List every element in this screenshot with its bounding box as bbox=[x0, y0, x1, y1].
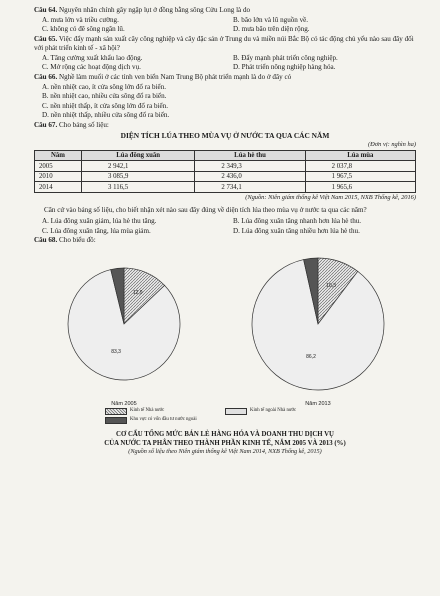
header-year: Năm bbox=[35, 150, 82, 161]
cell-value: 3 116,5 bbox=[82, 182, 195, 193]
question-65-options-row-2 bbox=[34, 63, 416, 73]
legend-item-nonstate bbox=[225, 408, 345, 415]
option-d[interactable]: D. Phát triển nông nghiệp hàng hóa. bbox=[233, 63, 336, 72]
pie-value-label: 10,3 bbox=[326, 283, 336, 290]
legend-label: Kinh tế ngoài Nhà nước bbox=[250, 408, 297, 414]
question-number: Câu 66. bbox=[34, 72, 58, 81]
question-64-options-row-2 bbox=[34, 25, 416, 35]
legend-item-fdi bbox=[105, 417, 225, 424]
option-b[interactable]: B. Đẩy mạnh phát triển công nghiệp. bbox=[233, 53, 338, 62]
option-c[interactable]: C. không có đê sông ngăn lũ. bbox=[42, 25, 125, 34]
cell-value: 2 942,1 bbox=[82, 161, 195, 172]
option-a[interactable]: A. Tăng cường xuất khẩu lao động. bbox=[42, 53, 143, 62]
option-a[interactable]: A. nền nhiệt cao, ít cửa sông lớn đổ ra biển. bbox=[42, 82, 167, 91]
header-summer-autumn: Lúa hè thu bbox=[195, 150, 305, 161]
question-67-options-row-2 bbox=[34, 227, 416, 237]
question-text: Nguyên nhân chính gây ngập lụt ở đồng bằng sông Cửu Long là do bbox=[59, 6, 251, 14]
question-65-options-row-1 bbox=[34, 54, 416, 64]
option-b[interactable]: B. nền nhiệt cao, nhiều cửa sông đổ ra biển. bbox=[42, 92, 167, 101]
pie-chart-svg bbox=[34, 248, 416, 408]
option-c[interactable]: C. nền nhiệt thấp, ít cửa sông lớn đổ ra biển. bbox=[42, 101, 168, 110]
question-number: Câu 68. bbox=[34, 236, 58, 245]
question-66-stem bbox=[34, 73, 416, 83]
option-b[interactable]: B. bão lớn và lũ nguồn về. bbox=[233, 15, 309, 24]
cell-value: 2 734,1 bbox=[195, 182, 305, 193]
header-main-season: Lúa mùa bbox=[305, 150, 415, 161]
cell-value: 2 349,3 bbox=[195, 161, 305, 172]
legend-swatch bbox=[105, 417, 127, 424]
option-d[interactable]: D. nền nhiệt thấp, nhiều cửa sông đổ ra biển. bbox=[42, 111, 170, 120]
table-header-row bbox=[35, 150, 416, 161]
chart-title-line-1: CƠ CẤU TỔNG MỨC BÁN LẺ HÀNG HÓA VÀ DOANH THU DỊCH VỤ bbox=[116, 430, 334, 438]
pie-value-label: 86,2 bbox=[306, 354, 316, 361]
legend-swatch bbox=[105, 408, 127, 415]
cell-value: 2 037,8 bbox=[305, 161, 415, 172]
question-65-stem bbox=[34, 35, 416, 54]
option-d[interactable]: D. Lúa đông xuân tăng nhiều hơn lúa hè thu. bbox=[233, 226, 360, 235]
question-64-options-row-1 bbox=[34, 16, 416, 26]
legend-label: Kinh tế Nhà nước bbox=[130, 408, 165, 414]
pie-year-label: Năm 2005 bbox=[111, 400, 137, 407]
table-unit: (Đơn vị: nghìn ha) bbox=[368, 141, 416, 149]
table-title: DIỆN TÍCH LÚA THEO MÙA VỤ Ở NƯỚC TA QUA CÁC NĂM bbox=[120, 131, 330, 141]
legend-item-state bbox=[105, 408, 225, 415]
cell-value: 1 967,5 bbox=[305, 171, 415, 182]
cell-value: 2 436,0 bbox=[195, 171, 305, 182]
pie-value-label: 12,9 bbox=[132, 289, 143, 296]
question-68-stem bbox=[34, 236, 416, 246]
legend-swatch bbox=[225, 408, 247, 415]
question-text: Việc đẩy mạnh sản xuất cây công nghiệp và cây đặc sản ở Trung du và miền núi Bắc Bộ có tác động chủ yếu nào sau đây đối với phát triển kinh tế - xã hội? bbox=[34, 34, 414, 53]
question-text: Cho bảng số liệu: bbox=[59, 120, 109, 129]
chart-title-line-2: CỦA NƯỚC TA PHÂN THEO THÀNH PHẦN KINH TẾ, NĂM 2005 VÀ 2013 (%) bbox=[104, 440, 346, 447]
option-d[interactable]: D. mưa bão trên diện rộng. bbox=[233, 25, 310, 34]
chart-legend bbox=[105, 408, 345, 426]
cell-year: 2010 bbox=[35, 171, 82, 182]
header-winter-spring: Lúa đông xuân bbox=[82, 150, 195, 161]
pie-value-label: 83,3 bbox=[111, 348, 121, 355]
pie-year-label: Năm 2013 bbox=[305, 400, 331, 407]
option-a[interactable]: A. mưa lớn và triều cường. bbox=[42, 15, 119, 24]
option-c[interactable]: C. Mở rộng các hoạt động dịch vụ. bbox=[42, 63, 141, 72]
table-row bbox=[35, 161, 416, 172]
question-67-options-row-1 bbox=[34, 217, 416, 227]
cell-value: 1 965,6 bbox=[305, 182, 415, 193]
question-67-prompt: Căn cứ vào bảng số liệu, cho biết nhận xét nào sau đây đúng về diện tích lúa theo mùa vụ ở nước ta qua các năm? bbox=[44, 205, 367, 214]
table-row bbox=[35, 171, 416, 182]
question-text: Nghề làm muối ở các tỉnh ven biển Nam Trung Bộ phát triển mạnh là do ở đây có bbox=[59, 72, 292, 81]
table-source: (Nguồn: Niên giám thống kê Việt Nam 2015, NXB Thống kê, 2016) bbox=[245, 193, 416, 201]
chart-title bbox=[34, 430, 416, 448]
chart-source: (Nguồn số liệu theo Niên giám thống kê Việt Nam 2014, NXB Thống kê, 2015) bbox=[128, 448, 322, 456]
option-a[interactable]: A. Lúa đông xuân giảm, lúa hè thu tăng. bbox=[42, 217, 157, 226]
table-row bbox=[35, 182, 416, 193]
question-number: Câu 67. bbox=[34, 120, 58, 129]
question-text: Cho biểu đồ: bbox=[59, 236, 96, 245]
question-number: Câu 65. bbox=[34, 34, 58, 43]
pie-layer bbox=[68, 258, 384, 407]
option-b[interactable]: B. Lúa đông xuân tăng nhanh hơn lúa hè thu. bbox=[233, 217, 362, 226]
question-67-stem bbox=[34, 121, 416, 131]
pie-charts bbox=[34, 248, 416, 408]
question-number: Câu 64. bbox=[34, 6, 58, 14]
legend-label: Khu vực có vốn đầu tư nước ngoài bbox=[130, 417, 197, 423]
question-64-stem bbox=[34, 6, 416, 16]
cell-year: 2005 bbox=[35, 161, 82, 172]
cell-value: 3 085,9 bbox=[82, 171, 195, 182]
cell-year: 2014 bbox=[35, 182, 82, 193]
option-c[interactable]: C. Lúa đông xuân tăng, lúa mùa giảm. bbox=[42, 226, 151, 235]
rice-area-table bbox=[34, 150, 416, 193]
